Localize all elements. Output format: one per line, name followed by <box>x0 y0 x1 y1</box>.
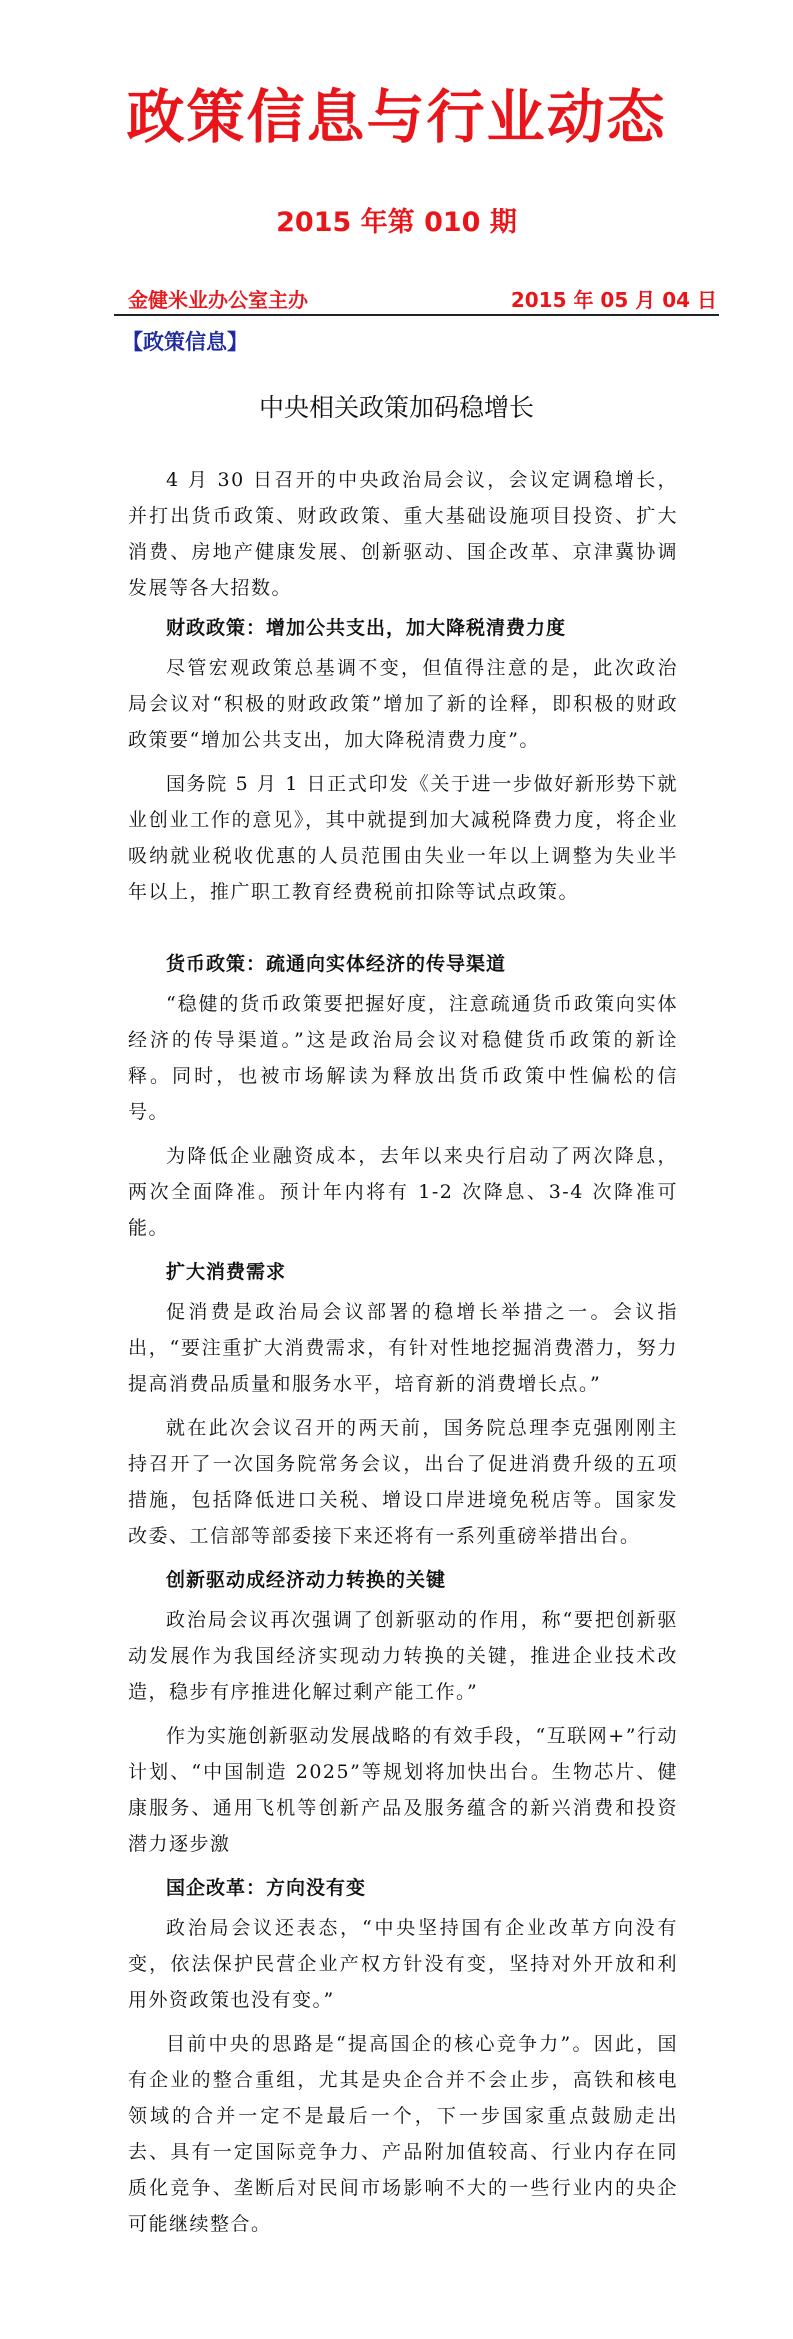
article-title: 中央相关政策加码稳增长 <box>258 393 534 422</box>
fiscal-heading: 财政政策：增加公共支出，加大降税清费力度 <box>166 617 567 639</box>
sponsor-line: 金健米业办公室主办 <box>128 288 308 312</box>
innovation-paragraph-1: 政治局会议再次强调了创新驱动的作用，称“要把创新驱动发展作为我国经济实现动力转换的关键，推进企业技术改造，稳步有序推进化解过剩产能工作。” <box>128 1609 678 1703</box>
newsletter-title: 政策信息与行业动态 <box>126 83 667 151</box>
publish-date: 2015 年 05 月 04 日 <box>510 288 717 312</box>
monetary-paragraph-2: 为降低企业融资成本，去年以来央行启动了两次降息，两次全面降准。预计年内将有 1-2 次降息、3-4 次降准可能。 <box>128 1145 678 1239</box>
intro-paragraph: 4 月 30 日召开的中央政治局会议，会议定调稳增长，并打出货币政策、财政政策、重大基础设施项目投资、扩大消费、房地产健康发展、创新驱动、国企改革、京津冀协调发展等各大招数。 <box>128 469 678 599</box>
innovation-heading: 创新驱动成经济动力转换的关键 <box>166 1569 447 1591</box>
innovation-paragraph-2: 作为实施创新驱动发展战略的有效手段，“互联网+”行动计划、“中国制造 2025”等规划将加快出台。生物芯片、健康服务、通用飞机等创新产品及服务蕴含的新兴消费和投资潜力逐步激 <box>128 1725 678 1855</box>
issue-number: 2015 年第 010 期 <box>276 207 517 238</box>
soe-heading: 国企改革：方向没有变 <box>166 1877 367 1899</box>
section-tag: 【政策信息】 <box>122 330 248 354</box>
article-body <box>128 462 678 2250</box>
fiscal-paragraph-1: 尽管宏观政策总基调不变，但值得注意的是，此次政治局会议对“积极的财政政策”增加了新的诠释，即积极的财政政策要“增加公共支出，加大降税清费力度”。 <box>128 657 678 751</box>
soe-paragraph-2: 目前中央的思路是“提高国企的核心竞争力”。因此，国有企业的整合重组，尤其是央企合并不会止步，高铁和核电领域的合并一定不是最后一个，下一步国家重点鼓励走出去、具有一定国际竞争力、产品附加值较高、行业内存在同质化竞争、垄断后对民间市场影响不大的一些行业内的央企可能继续整合。 <box>128 2033 678 2235</box>
soe-paragraph-1: 政治局会议还表态，“中央坚持国有企业改革方向没有变，依法保护民营企业产权方针没有变，坚持对外开放和利用外资政策也没有变。” <box>128 1917 678 2011</box>
consumption-paragraph-2: 就在此次会议召开的两天前，国务院总理李克强刚刚主持召开了一次国务院常务会议，出台了促进消费升级的五项措施，包括降低进口关税、增设口岸进境免税店等。国家发改委、工信部等部委接下来还将有一系列重磅举措出台。 <box>128 1417 678 1547</box>
fiscal-paragraph-2: 国务院 5 月 1 日正式印发《关于进一步做好新形势下就业创业工作的意见》，其中就提到加大减税降费力度，将企业吸纳就业税收优惠的人员范围由失业一年以上调整为失业半年以上，推广职工教育经费税前扣除等试点政策。 <box>128 773 678 903</box>
header-divider <box>114 314 719 316</box>
consumption-heading: 扩大消费需求 <box>166 1261 287 1283</box>
spacer <box>128 918 678 942</box>
consumption-paragraph-1: 促消费是政治局会议部署的稳增长举措之一。会议指出，“要注重扩大消费需求，有针对性地挖掘消费潜力，努力提高消费品质量和服务水平，培育新的消费增长点。” <box>128 1301 678 1395</box>
monetary-heading: 货币政策：疏通向实体经济的传导渠道 <box>166 953 507 975</box>
monetary-paragraph-1: “稳健的货币政策要把握好度，注意疏通货币政策向实体经济的传导渠道。”这是政治局会议对稳健货币政策的新诠释。同时，也被市场解读为释放出货币政策中性偏松的信号。 <box>128 993 678 1123</box>
